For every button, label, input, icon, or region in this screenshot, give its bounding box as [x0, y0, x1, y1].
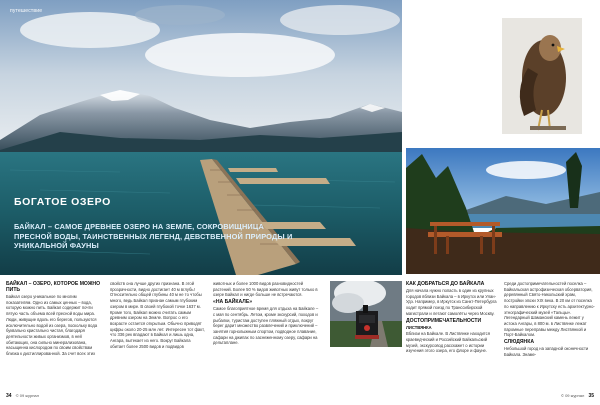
column-heading: КАК ДОБРАТЬСЯ ДО БАЙКАЛА — [406, 281, 485, 287]
lakeside-bench-photo — [406, 148, 600, 274]
column-heading: БАЙКАЛ – ОЗЕРО, КОТОРОЕ МОЖНО ПИТЬ — [6, 281, 101, 293]
eagle-photo — [502, 18, 582, 134]
column-text: Небольшой город на западной оконечности Байкала. Знаме- — [504, 346, 589, 357]
right-column-1 — [406, 281, 498, 355]
column-heading: СЛЮДЯНКА — [504, 339, 535, 346]
column-text: животных и более 1000 видов разновидностей растений. Более 50 % видов животных живут только в озере Байкал и нигде больше не встречаются. — [213, 281, 318, 298]
column-text: Вблизи на Байкале. В Листвянке находится краеведческий и Российский Байкальский музей, экскурсовод расскажет о истории изучения этого озера, его флоре и фауне. — [406, 331, 490, 354]
right-column-2 — [504, 281, 596, 358]
lake-hero-photo — [0, 0, 402, 275]
left-column-3 — [213, 281, 321, 347]
column-text: Для начала нужно попасть в один из крупных городов вблизи Байкала – в Иркутск или Улан-Удэ. Например, в Иркутск из Санкт-Петербурга ходит прямой поезд по Транссибирской магистрали и летают самолёты через Москву. — [406, 288, 497, 316]
column-subheading: ЛИСТВЯНКА — [406, 324, 432, 330]
column-text: Самое благоприятное время для отдыха на Байкале – с мая по сентябрь. Летом, кроме экскурсий, походов и рыбалки, туристам доступен пляжный отдых, вокруг берег дарит множество развлечений и приключений – занятия горнолыжным спортом, подводное плавание, сафари на джипах по заснеженному озеру, сафари на дельтаплане. — [213, 306, 319, 346]
left-page-footer — [6, 393, 39, 399]
right-page — [404, 0, 600, 405]
column-heading: ДОСТОПРИМЕЧАТЕЛЬНОСТИ — [406, 317, 482, 324]
steam-train-photo — [330, 281, 402, 347]
column-text: свойств она лучше других признана. В этой прозрачности, видно достигает 40 м вглубь! Относительно общей глубины 40 м не то чтобы много, ведь Байкал признан самым глубоким озером в мире. В своей глубокой точке 1637 м. Кроме того, Байкал можно считать самым древним озером на Земле. Вопрос о его возрасте остается открытым. Обычно приводят цифры около 20-25 млн лет. Интересен тот факт, что 336 рек впадают в Байкал и лишь одна, Ангара, вытекает из него. Вокруг Байкала обитает более 2500 видов и подвидов — [110, 281, 205, 349]
column-heading: «НА БАЙКАЛЕ» — [213, 299, 253, 306]
article-title: БОГАТОЕ ОЗЕРО — [14, 196, 111, 208]
section-tag: путешествие — [10, 8, 43, 14]
left-column-2 — [110, 281, 206, 350]
footer-credit: © 09 журнал — [561, 393, 585, 398]
left-column-1 — [6, 281, 102, 358]
footer-credit: © 09 журнал — [15, 393, 39, 398]
page-number: 35 — [588, 393, 594, 399]
article-lead: БАЙКАЛ – САМОЕ ДРЕВНЕЕ ОЗЕРО НА ЗЕМЛЕ, СОКРОВИЩНИЦА ПРЕСНОЙ ВОДЫ, ТАИНСТВЕННЫХ ЛЕГЕНД, ДЕВСТВЕННОЙ ПРИРОДЫ И УНИКАЛЬНОЙ ФАУНЫ — [14, 222, 293, 251]
column-text: Байкал озеро уникальное по многим показателям. Одно из самых ценных – вода, которую можно пить. Байкал содержит почти пятую часть объема всей пресной воды мира. Люди, живущие вдоль его берегов, пользуются исключительно водой из озера, поскольку вода буквально кристально чистая, благодаря деятельности живых организмов, в ней обитающих, она сильно минерализована, насыщенна кислородом по своим свойствам близка к дистиллированной. За счет всех этих — [6, 294, 98, 357]
page-number: 34 — [6, 393, 12, 399]
right-page-footer — [561, 393, 594, 399]
column-text: Среди достопримечательностей поселка – Байкальская астрофизическая обсерватория, деревянный Свято-Никольский храм, постройки эпохи XIX века. В 20 км от поселка по направлению к Иркутску есть архитектурно-этнографический музей «Тальцы». Легендарный Шаманский камень лежит у истока Ангары, в 800 м. в Листвянке лежат паромные переправы между Листвянкой и Порт-Байкалом. — [504, 281, 595, 338]
